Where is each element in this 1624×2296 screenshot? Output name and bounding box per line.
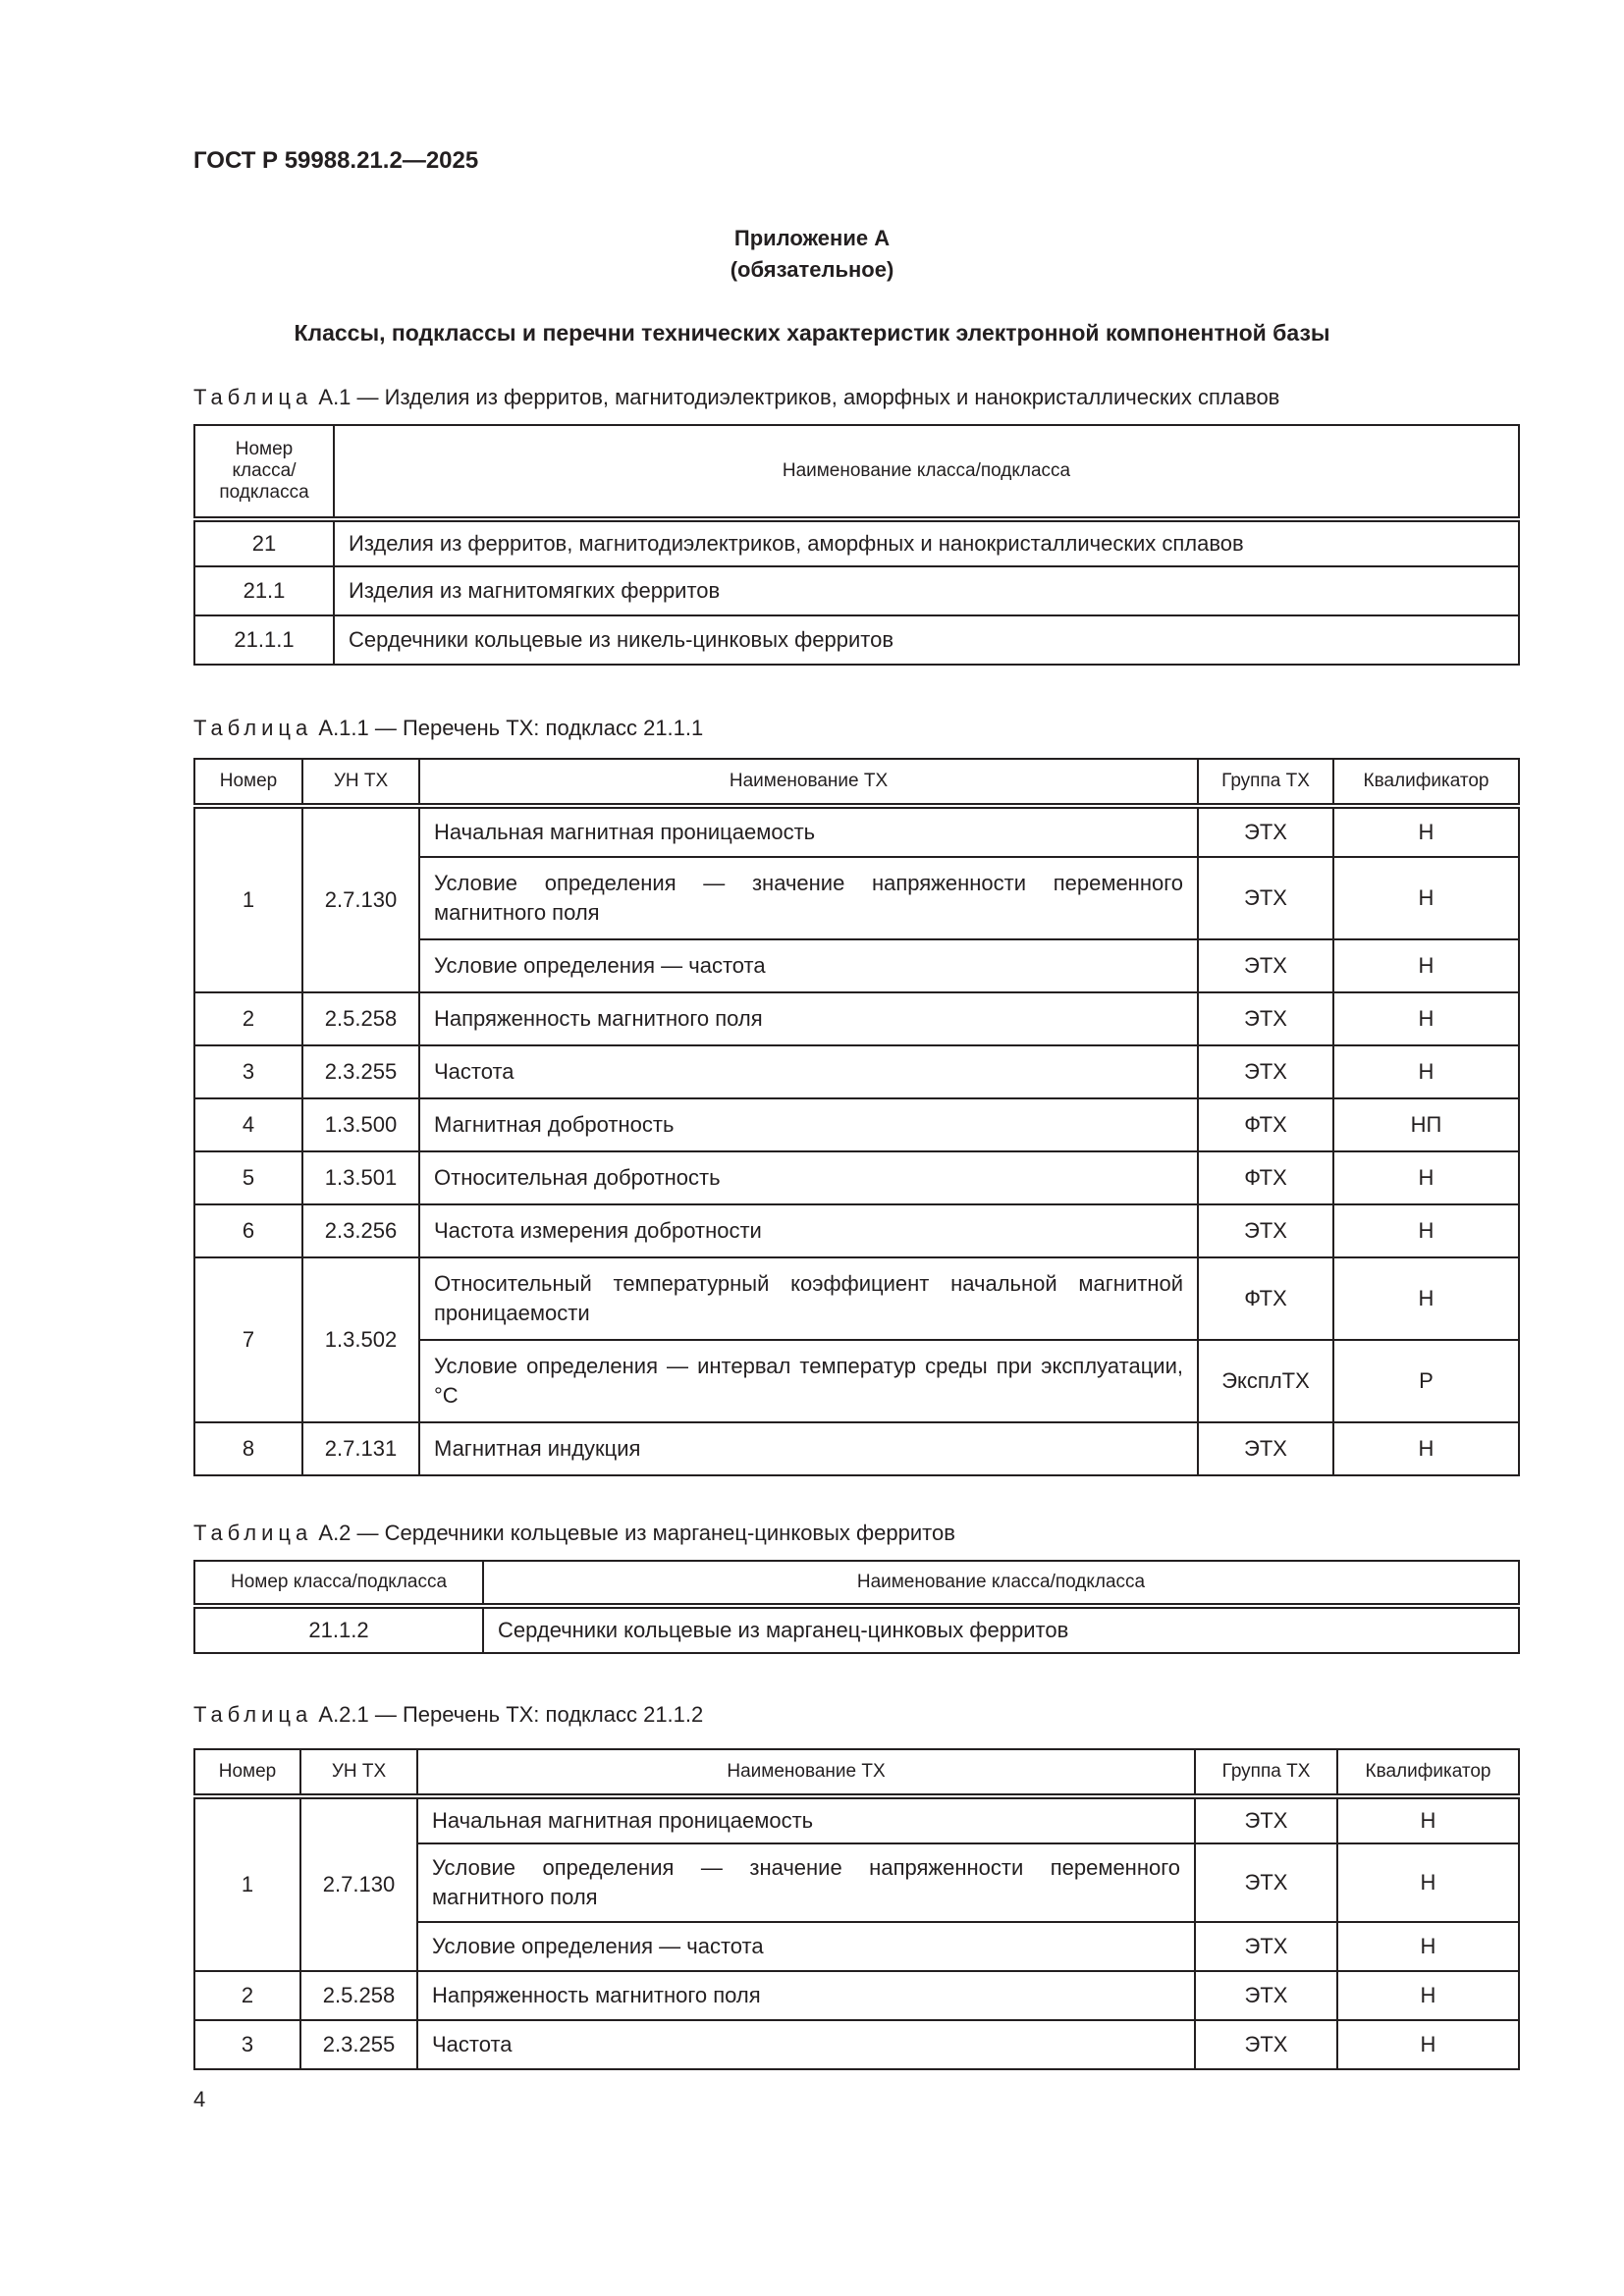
qualifier: Н — [1333, 1204, 1519, 1257]
table-label: Таблица — [193, 1702, 313, 1727]
column-header: Группа ТХ — [1195, 1749, 1337, 1796]
table-row — [194, 806, 1519, 857]
characteristic-name: Магнитная добротность — [419, 1098, 1198, 1151]
characteristic-name: Частота — [419, 1045, 1198, 1098]
class-name: Сердечники кольцевые из марганец-цинковых ферритов — [483, 1606, 1519, 1653]
characteristic-group: ЭТХ — [1198, 992, 1333, 1045]
characteristic-group: ФТХ — [1198, 1151, 1333, 1204]
characteristic-name: Относительный температурный коэффициент начальной магнитной проницаемости — [419, 1257, 1198, 1340]
row-number: 2 — [194, 992, 302, 1045]
table-a21-caption-text: А.2.1 — Перечень ТХ: подкласс 21.1.2 — [318, 1702, 704, 1727]
qualifier: Н — [1333, 992, 1519, 1045]
qualifier: Н — [1333, 857, 1519, 939]
characteristic-group: ЭТХ — [1198, 1422, 1333, 1475]
qualifier: Н — [1337, 1843, 1519, 1922]
column-header: Номер класса/ подкласса — [194, 425, 334, 519]
qualifier: Н — [1333, 1257, 1519, 1340]
characteristic-group: ЭТХ — [1195, 1796, 1337, 1843]
table-row — [194, 992, 1519, 1045]
section-title: Классы, подклассы и перечни технических характеристик электронной компонентной базы — [294, 320, 1330, 346]
table-label: Таблица — [193, 385, 313, 409]
table-a2-caption — [193, 1521, 955, 1546]
table-row — [194, 615, 1519, 665]
row-number: 1 — [194, 806, 302, 992]
characteristic-name: Условие определения — значение напряженности переменного магнитного поля — [419, 857, 1198, 939]
row-number: 8 — [194, 1422, 302, 1475]
characteristic-group: ЭксплТХ — [1198, 1340, 1333, 1422]
class-number: 21.1 — [194, 566, 334, 615]
characteristic-group: ЭТХ — [1195, 1971, 1337, 2020]
table-row — [194, 1971, 1519, 2020]
table-a1-caption-text: А.1 — Изделия из ферритов, магнитодиэлектриков, аморфных и нанокристаллических сплавов — [318, 385, 1280, 409]
characteristic-group: ЭТХ — [1198, 1045, 1333, 1098]
table-a1 — [193, 424, 1520, 666]
qualifier: Н — [1333, 939, 1519, 992]
table-label: Таблица — [193, 1521, 313, 1545]
characteristic-name: Частота измерения добротности — [419, 1204, 1198, 1257]
qualifier: Н — [1337, 1796, 1519, 1843]
characteristic-name: Начальная магнитная проницаемость — [419, 806, 1198, 857]
characteristic-group: ЭТХ — [1198, 806, 1333, 857]
characteristic-name: Условие определения — интервал температур среды при эксплуатации, °С — [419, 1340, 1198, 1422]
class-number: 21 — [194, 519, 334, 566]
characteristic-name: Частота — [417, 2020, 1195, 2069]
row-number: 5 — [194, 1151, 302, 1204]
characteristic-name: Начальная магнитная проницаемость — [417, 1796, 1195, 1843]
characteristic-code: 2.7.131 — [302, 1422, 419, 1475]
column-header: Номер — [194, 1749, 300, 1796]
table-a1-caption — [193, 385, 1279, 410]
table-row — [194, 1204, 1519, 1257]
class-number: 21.1.1 — [194, 615, 334, 665]
table-row — [194, 1151, 1519, 1204]
table-row — [194, 1098, 1519, 1151]
annex-status: (обязательное) — [730, 257, 894, 282]
column-header: УН ТХ — [302, 759, 419, 806]
characteristic-name: Магнитная индукция — [419, 1422, 1198, 1475]
table-a11 — [193, 758, 1520, 1476]
qualifier: Н — [1337, 1971, 1519, 2020]
page-number: 4 — [193, 2087, 206, 2111]
qualifier: Н — [1337, 2020, 1519, 2069]
characteristic-group: ФТХ — [1198, 1098, 1333, 1151]
table-a11-caption — [193, 716, 703, 741]
characteristic-code: 2.3.256 — [302, 1204, 419, 1257]
column-header: Квалификатор — [1333, 759, 1519, 806]
class-name: Сердечники кольцевые из никель-цинковых ферритов — [334, 615, 1519, 665]
row-number: 4 — [194, 1098, 302, 1151]
characteristic-name: Напряженность магнитного поля — [419, 992, 1198, 1045]
table-row — [194, 566, 1519, 615]
column-header: УН ТХ — [300, 1749, 417, 1796]
qualifier: Р — [1333, 1340, 1519, 1422]
characteristic-code: 2.5.258 — [300, 1971, 417, 2020]
qualifier: Н — [1333, 806, 1519, 857]
class-name: Изделия из ферритов, магнитодиэлектриков, аморфных и нанокристаллических сплавов — [334, 519, 1519, 566]
characteristic-name: Условие определения — значение напряженности переменного магнитного поля — [417, 1843, 1195, 1922]
table-a2-caption-text: А.2 — Сердечники кольцевые из марганец-цинковых ферритов — [318, 1521, 955, 1545]
row-number: 3 — [194, 1045, 302, 1098]
characteristic-code: 1.3.501 — [302, 1151, 419, 1204]
characteristic-group: ФТХ — [1198, 1257, 1333, 1340]
row-number: 2 — [194, 1971, 300, 2020]
column-header: Наименование класса/подкласса — [483, 1561, 1519, 1606]
column-header: Номер — [194, 759, 302, 806]
column-header: Группа ТХ — [1198, 759, 1333, 806]
characteristic-code: 2.7.130 — [302, 806, 419, 992]
table-a21 — [193, 1748, 1520, 2070]
characteristic-group: ЭТХ — [1198, 857, 1333, 939]
qualifier: Н — [1333, 1151, 1519, 1204]
characteristic-code: 1.3.500 — [302, 1098, 419, 1151]
characteristic-group: ЭТХ — [1195, 2020, 1337, 2069]
characteristic-group: ЭТХ — [1195, 1922, 1337, 1971]
class-number: 21.1.2 — [194, 1606, 483, 1653]
table-a11-caption-text: А.1.1 — Перечень ТХ: подкласс 21.1.1 — [318, 716, 704, 740]
table-row — [194, 1796, 1519, 1843]
row-number: 3 — [194, 2020, 300, 2069]
table-row — [194, 1257, 1519, 1340]
table-row — [194, 1606, 1519, 1653]
qualifier: Н — [1333, 1422, 1519, 1475]
column-header: Наименование класса/подкласса — [334, 425, 1519, 519]
characteristic-code: 2.7.130 — [300, 1796, 417, 1971]
column-header: Квалификатор — [1337, 1749, 1519, 1796]
characteristic-code: 2.5.258 — [302, 992, 419, 1045]
characteristic-group: ЭТХ — [1198, 939, 1333, 992]
characteristic-code: 1.3.502 — [302, 1257, 419, 1422]
table-row — [194, 1045, 1519, 1098]
characteristic-name: Условие определения — частота — [419, 939, 1198, 992]
document-code: ГОСТ Р 59988.21.2—2025 — [193, 147, 479, 174]
characteristic-name: Условие определения — частота — [417, 1922, 1195, 1971]
characteristic-name: Напряженность магнитного поля — [417, 1971, 1195, 2020]
row-number: 1 — [194, 1796, 300, 1971]
qualifier: НП — [1333, 1098, 1519, 1151]
characteristic-code: 2.3.255 — [300, 2020, 417, 2069]
column-header: Наименование ТХ — [417, 1749, 1195, 1796]
table-row — [194, 519, 1519, 566]
characteristic-name: Относительная добротность — [419, 1151, 1198, 1204]
characteristic-group: ЭТХ — [1195, 1843, 1337, 1922]
annex-title: Приложение А — [733, 226, 891, 250]
characteristic-code: 2.3.255 — [302, 1045, 419, 1098]
table-label: Таблица — [193, 716, 313, 740]
table-a21-caption — [193, 1702, 703, 1728]
class-name: Изделия из магнитомягких ферритов — [334, 566, 1519, 615]
qualifier: Н — [1337, 1922, 1519, 1971]
table-row — [194, 2020, 1519, 2069]
characteristic-group: ЭТХ — [1198, 1204, 1333, 1257]
row-number: 7 — [194, 1257, 302, 1422]
table-row — [194, 1422, 1519, 1475]
qualifier: Н — [1333, 1045, 1519, 1098]
row-number: 6 — [194, 1204, 302, 1257]
column-header: Номер класса/подкласса — [194, 1561, 483, 1606]
column-header: Наименование ТХ — [419, 759, 1198, 806]
table-a2 — [193, 1560, 1520, 1654]
